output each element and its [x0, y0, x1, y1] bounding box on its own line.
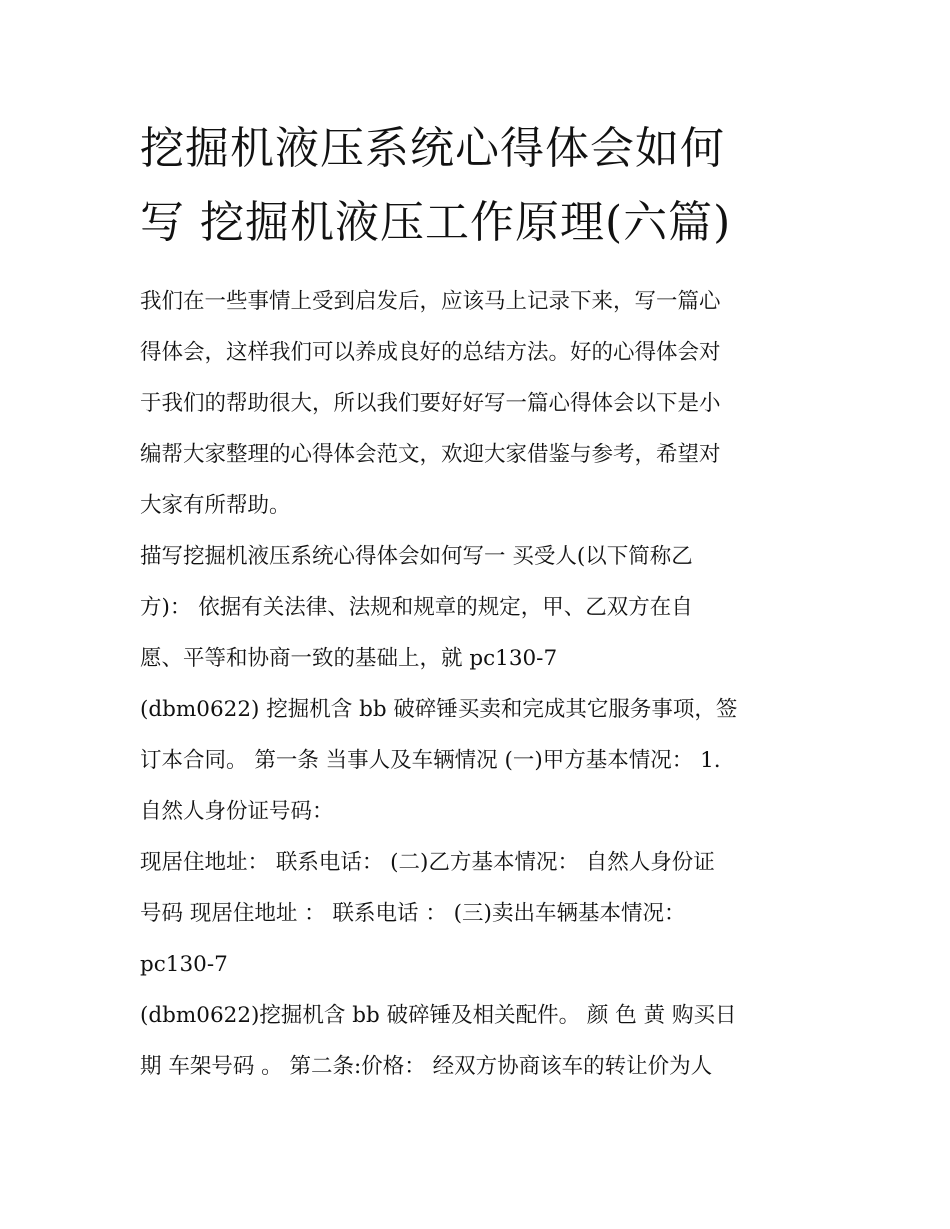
- text-line: (dbm0622) 挖掘机含 bb 破碎锤买卖和完成其它服务事项，签: [140, 697, 738, 722]
- text-line: 方)： 依据有关法律、法规和规章的规定，甲、乙双方在自: [140, 595, 693, 620]
- text-line: 自然人身份证号码：: [140, 799, 334, 824]
- contract-paragraph-1: [140, 531, 830, 684]
- title-line-1: 挖掘机液压系统心得体会如何: [140, 123, 725, 174]
- text-line: 期 车架号码 。 第二条:价格： 经双方协商该车的转让价为人: [140, 1054, 713, 1079]
- text-line: 号码 现居住地址 ： 联系电话 ： (三)卖出车辆基本情况：: [140, 901, 686, 926]
- text-line: 现居住地址： 联系电话： (二)乙方基本情况： 自然人身份证: [140, 850, 715, 875]
- text-line: 描写挖掘机液压系统心得体会如何写一 买受人(以下简称乙: [140, 544, 693, 569]
- contract-paragraph-2: [140, 684, 830, 837]
- text-line: 得体会，这样我们可以养成良好的总结方法。好的心得体会对: [140, 340, 721, 365]
- text-line: 大家有所帮助。: [140, 493, 291, 518]
- document-title: [140, 112, 830, 260]
- intro-paragraph: [140, 276, 830, 531]
- title-line-2: 写 挖掘机液压工作原理(六篇): [140, 197, 732, 248]
- text-line: 我们在一些事情上受到启发后，应该马上记录下来，写一篇心: [140, 289, 721, 314]
- text-line: pc130-7: [140, 952, 228, 977]
- text-line: 订本合同。 第一条 当事人及车辆情况 (一)甲方基本情况： 1.: [140, 748, 721, 773]
- text-line: 愿、平等和协商一致的基础上，就 pc130-7: [140, 646, 558, 671]
- contract-paragraph-4: [140, 990, 830, 1092]
- document-body: [140, 276, 830, 1092]
- text-line: 于我们的帮助很大，所以我们要好好写一篇心得体会以下是小: [140, 391, 721, 416]
- text-line: (dbm0622)挖掘机含 bb 破碎锤及相关配件。 颜 色 黄 购买日: [140, 1003, 737, 1028]
- contract-paragraph-3: [140, 837, 830, 990]
- text-line: 编帮大家整理的心得体会范文，欢迎大家借鉴与参考，希望对: [140, 442, 721, 467]
